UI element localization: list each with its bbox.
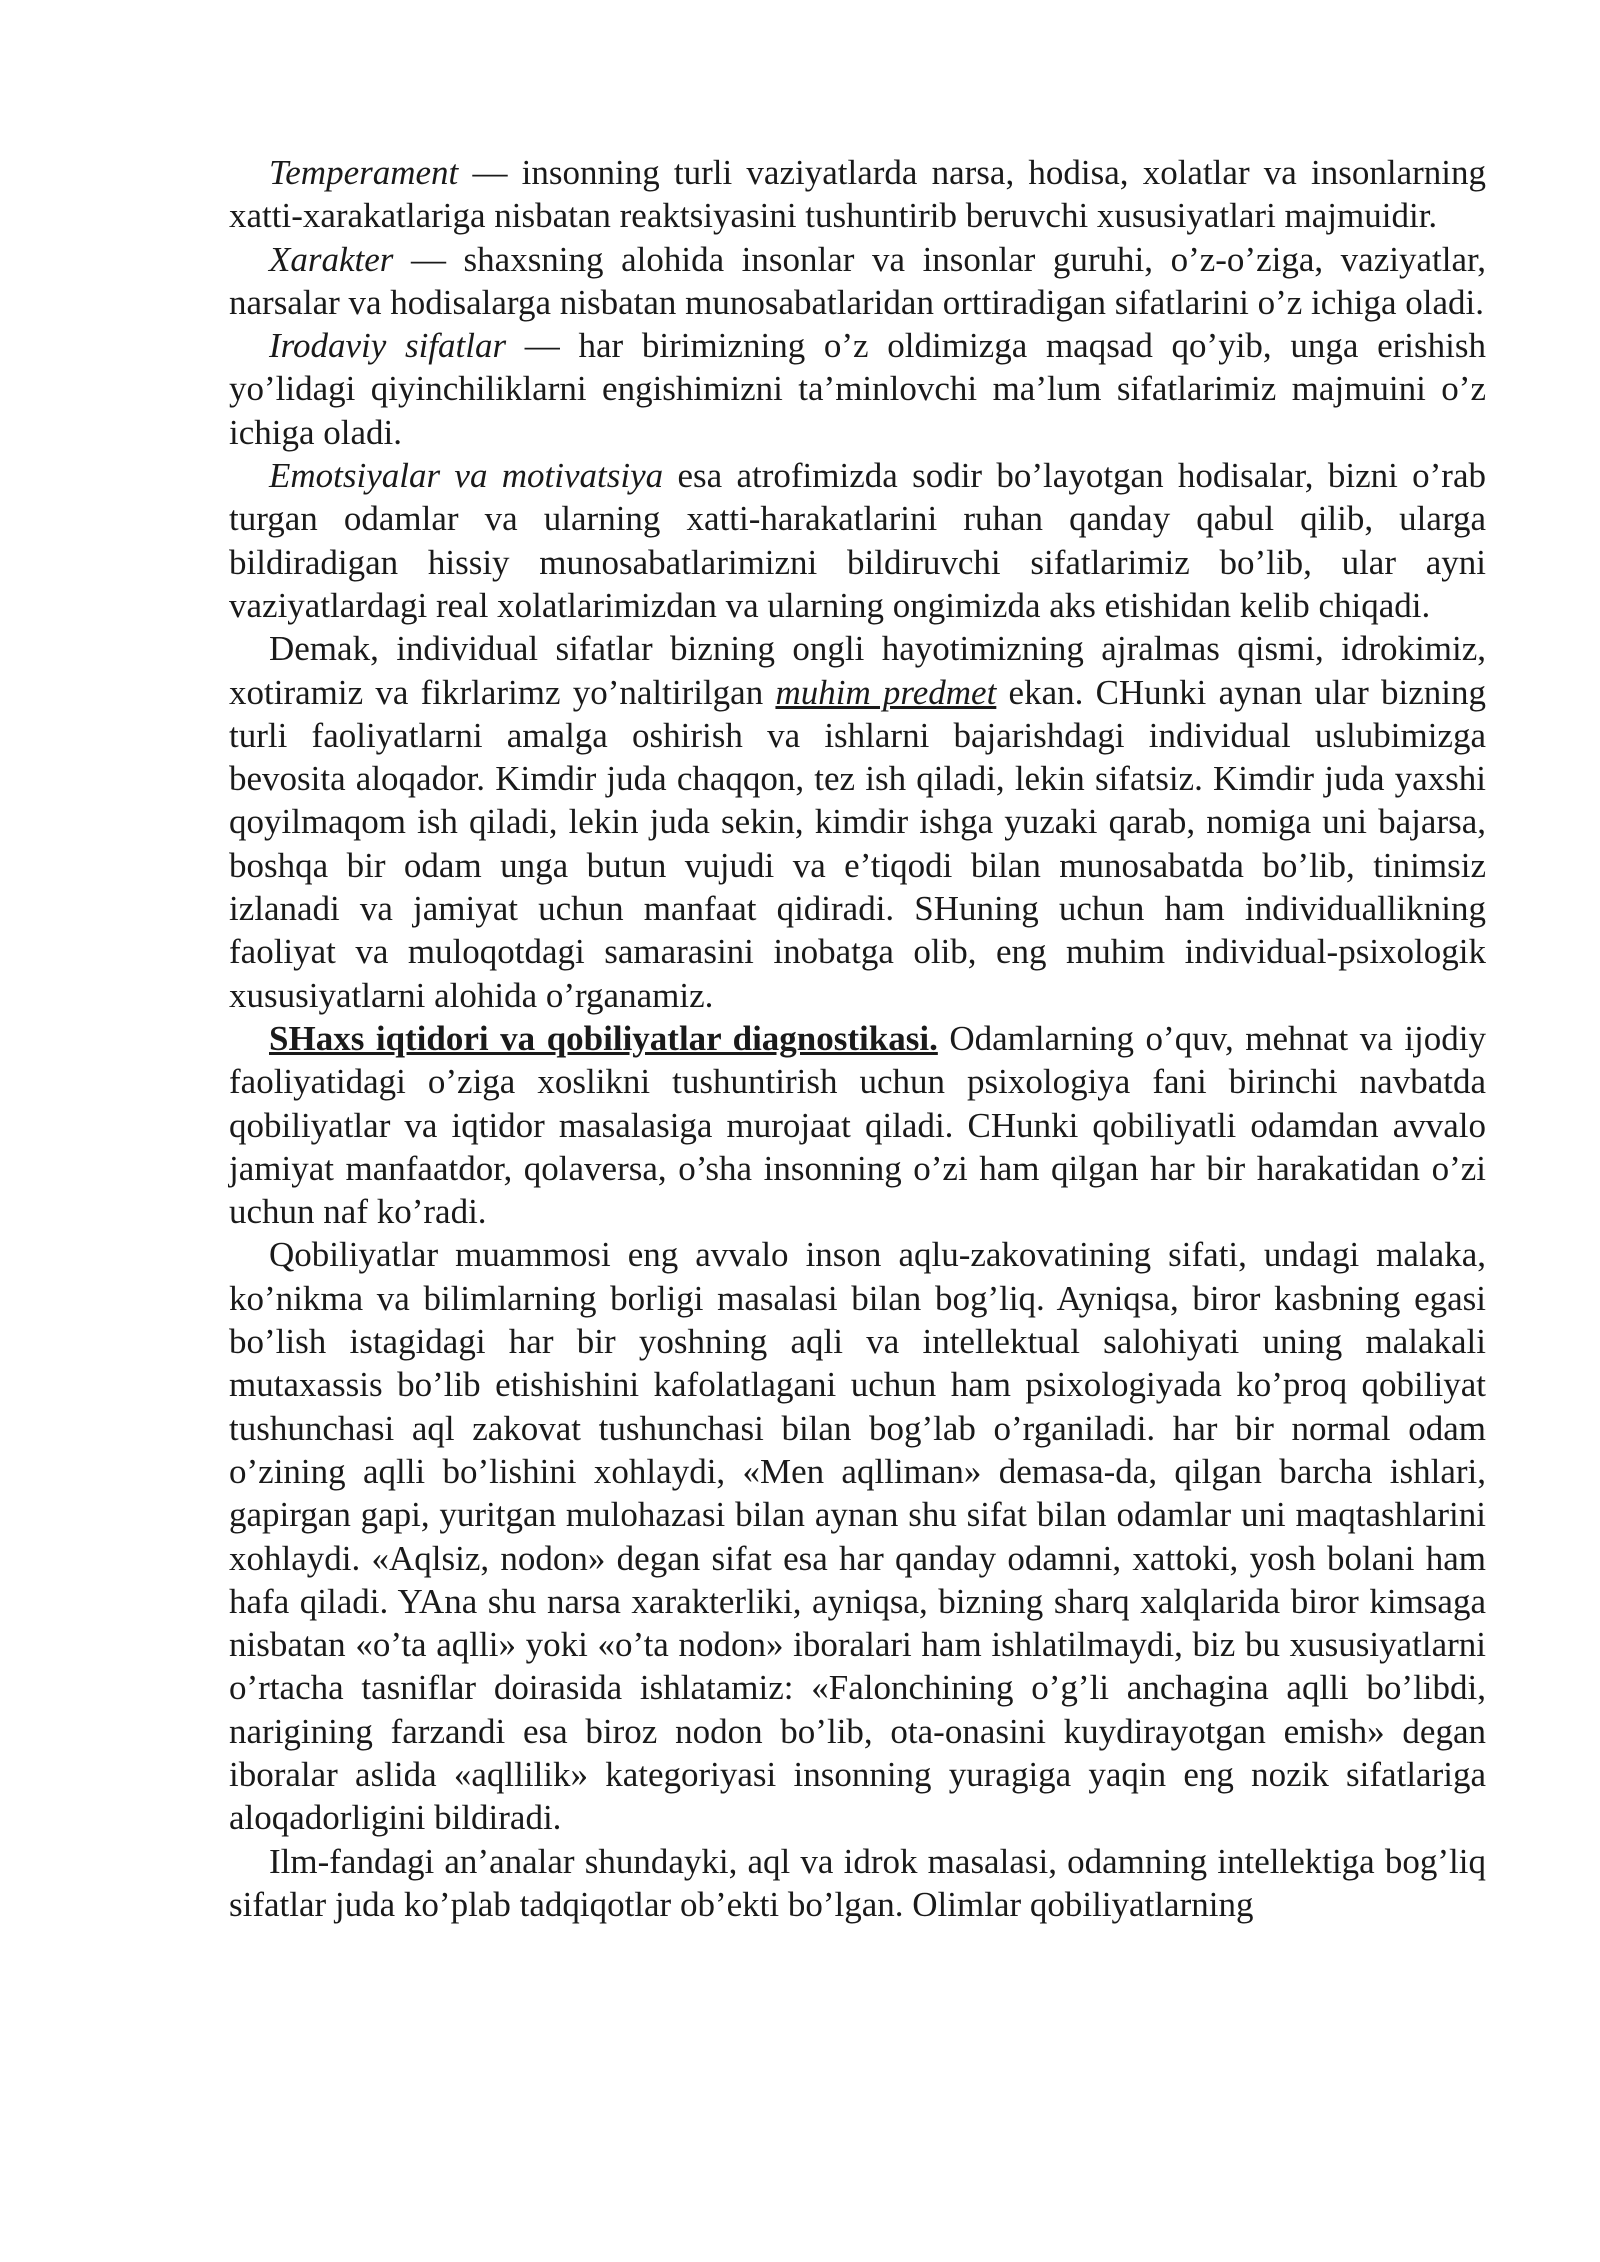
paragraph-text: ekan. CHunki aynan ular bizning turli faoliyatlarni amalga oshirish va ishlarni bajarishdagi individual uslubimizga bevosita aloqador. Kimdir juda chaqqon, tez ish qiladi, lekin sifatsiz. Kimdir juda yaxshi qoyilmaqom ish qiladi, lekin juda sekin, kimdir ishga yuzaki qarab, nomiga uni bajarsa, boshqa bir odam unga butun vujudi va e’tiqodi bilan munosabatda bo’lib, tinimsiz izlanadi va jamiyat uchun manfaat qidiradi. SHuning uchun ham individuallikning faoliyat va muloqotdagi samarasini inobatga olib, eng muhim individual-psixologik xususiyatlarni alohida o’rganamiz. <box>229 672 1487 1015</box>
term-temperament: Temperament <box>269 153 459 192</box>
paragraph-text: — shaxsning alohida insonlar va insonlar guruhi, o’z-o’ziga, vaziyatlar, narsalar va hodisalarga nisbatan munosabatlaridan orttiradigan sifatlarini o’z ichiga oladi. <box>229 239 1486 322</box>
paragraph-text: Odamlarning o’quv, mehnat va ijodiy faoliyatidagi o’ziga xoslikni tushuntirish uchun psixologiya fani birinchi navbatda qobiliyatlar va iqtidor masalasiga murojaat qiladi. CHunki qobiliyatli odamdan avvalo jamiyat manfaatdor, qolaversa, o’sha insonning o’zi ham qilgan har bir harakatidan o’zi uchun naf ko’radi. <box>229 1018 1487 1232</box>
paragraph-demak <box>229 627 1486 1017</box>
paragraph-text: Qobiliyatlar muammosi eng avvalo inson aqlu-zakovatining sifati, undagi malaka, ko’nikma va bilimlarning borligi masalasi bilan bog’liq. Ayniqsa, biror kasbning egasi bo’lish istagidagi har bir yoshning aqli va intellektual salohiyati uning malakali mutaxassis bo’lib etishishini kafolatlagani uchun ham psixologiyada ko’proq qobiliyat tushunchasi aql zakovat tushunchasi bilan bog’lab o’rganiladi. har bir normal odam o’zining aqlli bo’lishini xohlaydi, «Men aqlliman» demasa-da, qilgan barcha ishlari, gapirgan gapi, yuritgan mulohazasi bilan aynan shu sifat bilan odamlar uni maqtashlarini xohlaydi. «Aqlsiz, nodon» degan sifat esa har qanday odamni, xattoki, yosh bolani ham hafa qiladi. YAna shu narsa xarakterliki, ayniqsa, bizning sharq xalqlarida biror kimsaga nisbatan «o’ta aqlli» yoki «o’ta nodon» iboralari ham ishlatilmaydi, biz bu xususiyatlarni o’rtacha tasniflar doirasida ishlatamiz: «Falonchining o’g’li anchagina aqlli bo’libdi, narigining farzandi esa biroz nodon bo’lib, ota-onasini kuydirayotgan emish» degan iboralar aslida «aqllilik» kategoriyasi insonning yuragiga yaqin eng nozik sifatlariga aloqadorligini bildiradi. <box>229 1235 1486 1838</box>
paragraph-text: esa atrofimizda sodir bo’layotgan hodisalar, bizni o’rab turgan odamlar va ularning xatti-harakatlarini ruhan qanday qabul qilib, ularga bildiradigan hissiy munosabatlarimizni bildiruvchi sifatlarimiz bo’lib, ular ayni vaziyatlardagi real xolatlarimizdan va ularning ongimizda aks etishidan kelib chiqadi. <box>229 456 1486 625</box>
paragraph-text: — insonning turli vaziyatlarda narsa, hodisa, xolatlar va insonlarning xatti-xarakatlariga nisbatan reaktsiyasini tushuntirib beruvchi xususiyatlari majmuidir. <box>229 153 1486 236</box>
term-irodaviy-sifatlar: Irodaviy sifatlar <box>269 326 507 366</box>
paragraph-text: Ilm-fandagi an’analar shundayki, aql va idrok masalasi, odamning intellektiga bog’liq sifatlar juda ko’plab tadqiqotlar ob’ekti bo’lgan. Olimlar qobiliyatlarning <box>229 1841 1486 1924</box>
paragraph-temperament <box>229 151 1486 238</box>
term-emotsiyalar-va-motivatsiya: Emotsiyalar va motivatsiya <box>269 456 664 496</box>
paragraph-text: — har birimizning o’z oldimizga maqsad qo’yib, unga erishish yo’lidagi qiyinchiliklarni engishimizni ta’minlovchi ma’lum sifatlarimiz majmuini o’z ichiga oladi. <box>229 326 1486 452</box>
paragraph-qobiliyatlar <box>229 1233 1486 1839</box>
paragraph-irodaviy-sifatlar <box>229 324 1486 454</box>
term-xarakter: Xarakter <box>269 239 394 279</box>
section-heading: SHaxs iqtidori va qobiliyatlar diagnostikasi. <box>269 1018 938 1058</box>
paragraph-xarakter <box>229 238 1486 325</box>
paragraph-text: Demak, individual sifatlar bizning ongli hayotimizning ajralmas qismi, idrokimiz, xotiramiz va fikrlarimz yo’naltirilgan <box>229 629 1486 712</box>
paragraph-emotsiyalar <box>229 454 1486 627</box>
document-page <box>229 151 1486 1926</box>
paragraph-ilm-fandagi <box>229 1840 1486 1927</box>
emphasis-muhim-predmet: muhim predmet <box>775 672 997 712</box>
paragraph-shaxs-iqtidori <box>229 1017 1486 1233</box>
